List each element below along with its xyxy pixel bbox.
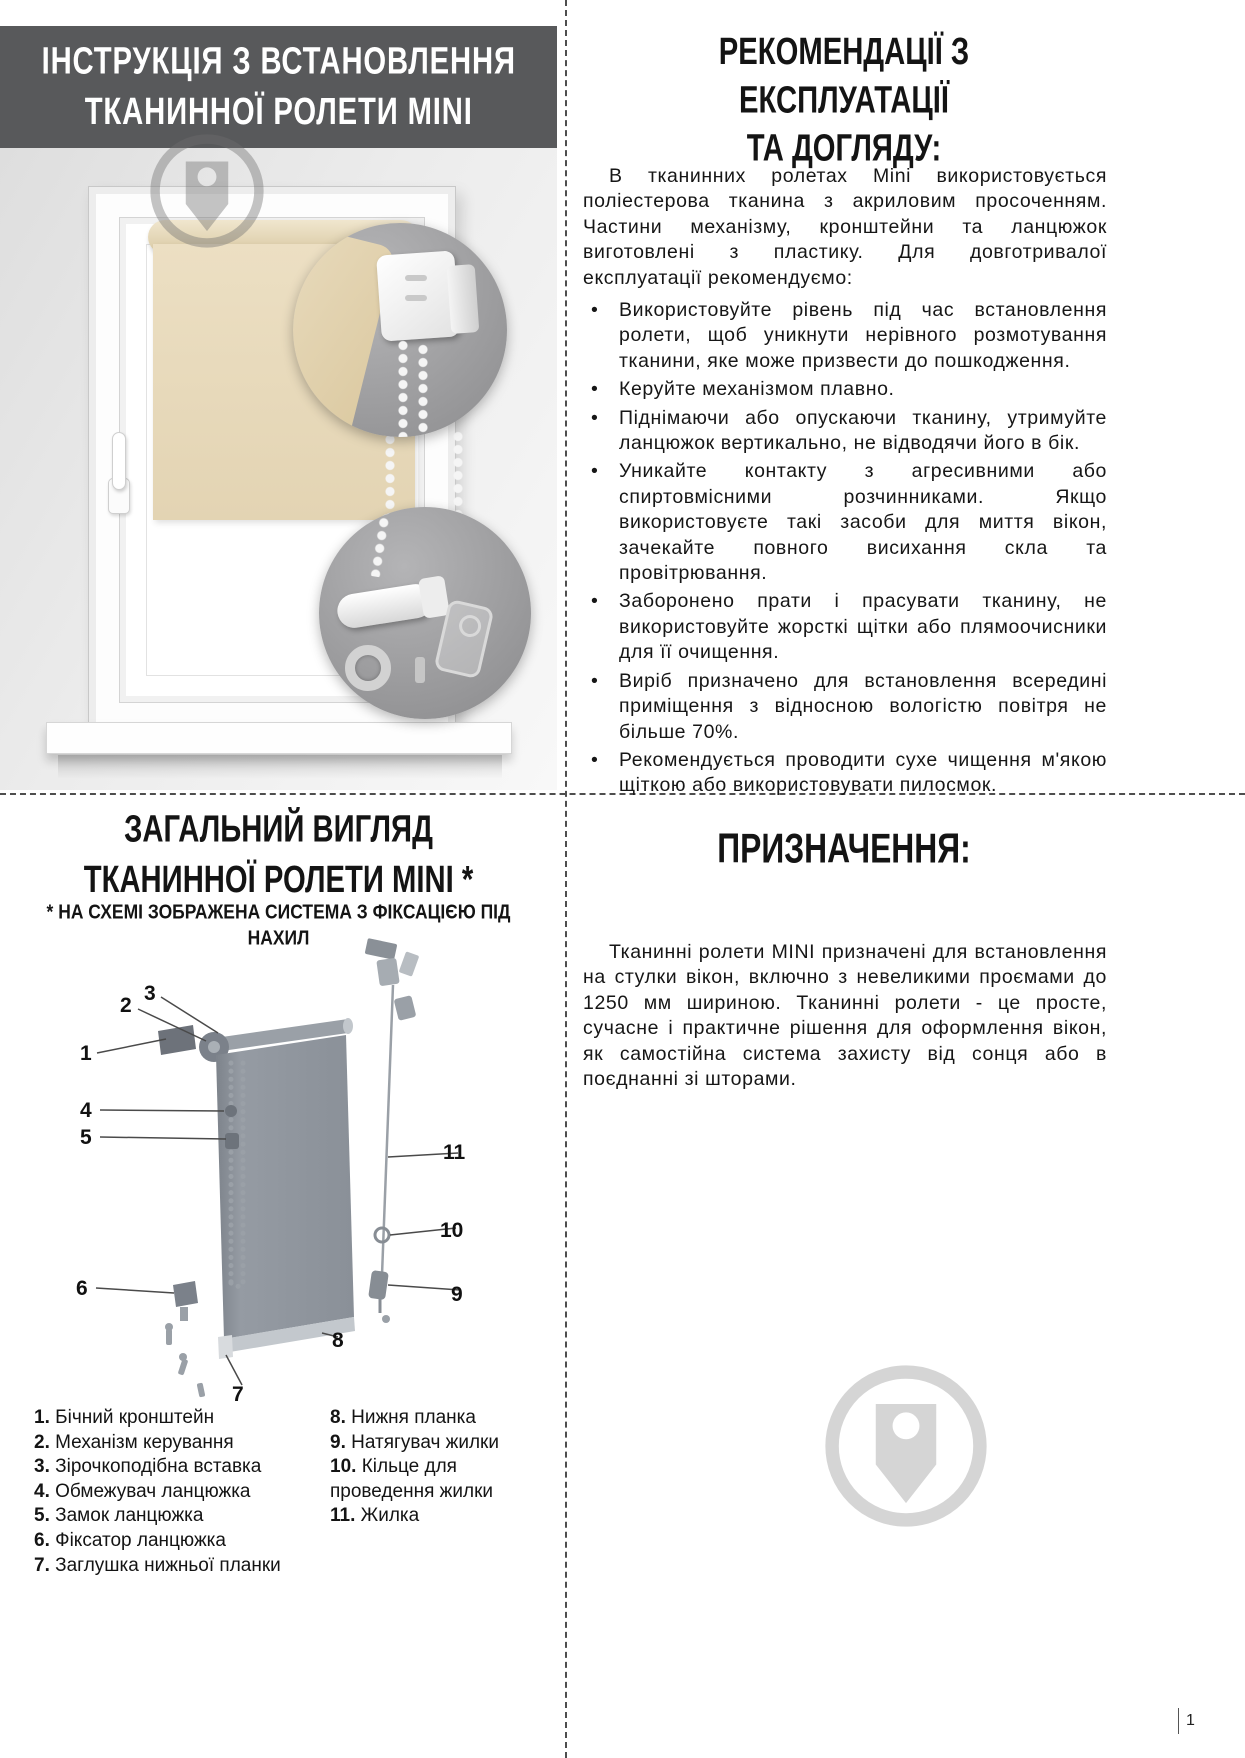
bullet-icon: • — [591, 378, 599, 401]
legend-item — [34, 1431, 326, 1456]
install-title-banner — [0, 26, 557, 148]
roller-end-cap — [343, 1018, 353, 1034]
callout-number-9: 9 — [451, 1283, 463, 1306]
callout-number-3: 3 — [144, 982, 156, 1005]
recommendations-intro: В тканинних ролетах Mini використовується поліестерова тканина з акриловим просоченням. Частини механізму, кронштейни та ланцюжок виготовлені з пластику. Для довготривалої експлуатації рекомендуємо: — [583, 165, 1107, 289]
legend-label: Фіксатор ланцюжка — [55, 1529, 226, 1551]
legend-number: 1. — [34, 1407, 50, 1428]
brand-tag-watermark-icon — [822, 1362, 990, 1530]
metal-ring-detail — [345, 645, 391, 691]
callout-number-1: 1 — [80, 1042, 92, 1065]
bracket-slot — [405, 275, 427, 281]
legend-number: 10. — [330, 1456, 357, 1478]
legend-number: 7. — [34, 1554, 50, 1576]
list-item — [583, 459, 1107, 586]
legend-item — [330, 1455, 542, 1504]
list-item — [583, 406, 1107, 457]
legend-item — [330, 1431, 542, 1456]
legend-label: Жилка — [360, 1505, 420, 1527]
bullet-text: Використовуйте рівень під час встановлення ролети, щоб уникнути нерівного розмотування тканини, яке може призвести до пошкодження. — [619, 299, 1107, 372]
callout-number-8: 8 — [332, 1329, 344, 1352]
legend-label: Бічний кронштейн — [55, 1407, 215, 1428]
purpose-body: Тканинні ролети MINI призначені для встановлення на стулки вікон, включно з невеликими проємами до 1250 мм шириною. Тканинні ролети - це просте, сучасне і практичне рішення для оформлення вікон, як самостійна система захисту від сонця або в поєднанні зі шторами. — [583, 941, 1107, 1091]
bullet-icon: • — [591, 748, 599, 771]
legend-item — [330, 1406, 542, 1431]
legend-label: Замок ланцюжка — [55, 1505, 204, 1527]
list-item — [583, 748, 1107, 799]
legend-item — [330, 1504, 542, 1529]
legend-column-left — [34, 1406, 326, 1578]
callout-number-10: 10 — [440, 1219, 464, 1242]
callout-number-2: 2 — [120, 994, 132, 1017]
legend-item — [34, 1406, 326, 1431]
bullet-icon: • — [591, 590, 599, 613]
overview-heading-line2: ТКАНИННОЇ РОЛЕТИ MINI * — [83, 858, 474, 901]
overview-heading-line1: ЗАГАЛЬНИЙ ВИГЛЯД — [124, 807, 433, 851]
page-number: 1 — [1186, 1712, 1195, 1729]
legend-item — [34, 1480, 326, 1505]
bullet-text: Керуйте механізмом плавно. — [619, 378, 895, 401]
bracket-slot — [405, 295, 427, 301]
bead-chain — [452, 430, 464, 514]
legend-label: Обмежувач ланцюжка — [55, 1480, 251, 1502]
recommendations-heading-line2: ТА ДОГЛЯДУ: — [746, 126, 942, 170]
callout-number-5: 5 — [80, 1126, 92, 1149]
legend-number: 8. — [330, 1407, 346, 1428]
tensioner-screw — [382, 1315, 390, 1323]
legend-label: Натягувач жилки — [351, 1431, 499, 1453]
legend-label: Механізм керування — [55, 1431, 234, 1453]
legend-number: 11. — [330, 1505, 356, 1527]
legend-label: Зірочкоподібна вставка — [55, 1456, 262, 1478]
legend-number: 9. — [330, 1431, 346, 1453]
bullet-text: Заборонено прати і прасувати тканину, не використовуйте жорсткі щітки або плямоочисники для її очищення. — [619, 590, 1107, 664]
legend-number: 4. — [34, 1480, 50, 1502]
fixator-screw — [180, 1307, 188, 1321]
legend-item — [34, 1529, 326, 1554]
bottom-bar-detail-callout — [319, 507, 531, 719]
purpose-heading: ПРИЗНАЧЕННЯ: — [717, 825, 971, 872]
bullet-text: Піднімаючи або опускаючи тканину, утримуйте ланцюжок вертикально, не відводячи його в бік. — [619, 406, 1107, 455]
sill-shadow — [58, 755, 502, 779]
recommendations-heading — [576, 30, 1112, 170]
recommendations-heading-line1: РЕКОМЕНДАЦІЇ З ЕКСПЛУАТАЦІЇ — [718, 30, 970, 122]
bottom-bar-cap-detail — [418, 575, 450, 619]
legend-column-right — [330, 1406, 542, 1529]
purpose-heading-wrap — [576, 826, 1112, 872]
chain-limiter-shape — [225, 1105, 237, 1117]
screws — [165, 1323, 205, 1397]
bullet-icon: • — [591, 299, 599, 321]
bead-chain — [417, 343, 429, 437]
legend-item — [34, 1504, 326, 1529]
legend-number: 5. — [34, 1505, 50, 1527]
list-item — [583, 669, 1107, 745]
install-title-line2: ТКАНИННОЇ РОЛЕТИ MINI — [84, 90, 473, 133]
legend-number: 3. — [34, 1456, 50, 1478]
list-item — [583, 589, 1107, 665]
overview-heading — [0, 807, 557, 901]
legend-label: Заглушка нижньої планки — [55, 1554, 281, 1576]
window-handle — [112, 432, 126, 490]
callout-number-4: 4 — [80, 1099, 92, 1122]
overview-subtitle: * НА СХЕМІ ЗОБРАЖЕНА СИСТЕМА З ФІКСАЦІЄЮ ПІД НАХИЛ — [46, 901, 511, 950]
bead-chain — [397, 339, 409, 437]
star-insert-shape — [208, 1041, 220, 1053]
legend-label: Кільце для проведення жилки — [330, 1456, 493, 1502]
vertical-dashed-divider — [565, 0, 567, 1758]
fabric-panel-shape — [216, 1035, 354, 1339]
bullet-text: Виріб призначено для встановлення всередині приміщення з відносною вологістю повітря не більше 70%. — [619, 669, 1107, 743]
brand-tag-watermark-icon — [148, 132, 266, 250]
blind-schematic-diagram — [30, 935, 535, 1415]
bracket-side-detail — [447, 264, 480, 334]
chain-lock-shape — [225, 1133, 239, 1149]
bullet-icon: • — [591, 406, 599, 429]
install-title — [41, 37, 515, 138]
window-sill — [46, 722, 512, 754]
legend-label: Нижня планка — [351, 1407, 476, 1428]
list-item — [583, 298, 1107, 374]
window-photo — [0, 148, 557, 790]
chain-fixator-shape — [173, 1281, 198, 1307]
list-item — [583, 377, 1107, 402]
callout-number-7: 7 — [232, 1383, 244, 1406]
cord-ring-shape — [375, 1228, 389, 1242]
callout-number-6: 6 — [76, 1277, 88, 1300]
bullet-icon: • — [591, 460, 599, 483]
mechanism-detail-callout — [293, 223, 507, 437]
screw-detail — [415, 657, 425, 683]
bullet-icon: • — [591, 669, 599, 692]
cord-tensioner-shape — [368, 1270, 389, 1300]
care-bullet-list — [583, 298, 1107, 802]
bullet-text: Рекомендується проводити сухе чищення м'якою щіткою або використовувати пилосмок. — [619, 748, 1107, 797]
callout-number-11: 11 — [443, 1141, 466, 1164]
page-corner-rule — [1178, 1708, 1179, 1734]
bullet-text: Уникайте контакту з агресивними або спиртовмісними розчинниками. Якщо використовуєте такі засоби для миття вікон, зачекайте повного висихання скла та провітрювання. — [619, 460, 1107, 585]
legend-item — [34, 1554, 326, 1579]
legend-number: 6. — [34, 1529, 50, 1551]
legend-number: 2. — [34, 1431, 50, 1453]
install-title-line1: ІНСТРУКЦІЯ З ВСТАНОВЛЕННЯ — [41, 39, 516, 83]
legend-item — [34, 1455, 326, 1480]
